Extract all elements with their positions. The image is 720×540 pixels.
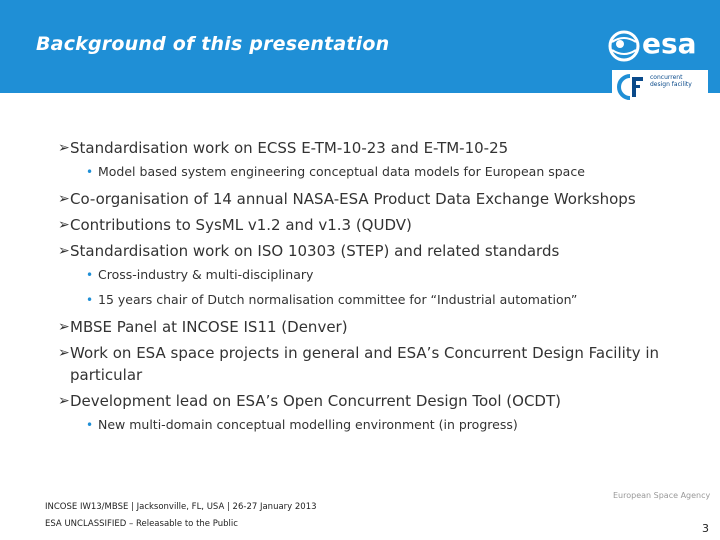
- bullet-item: ➢ Development lead on ESA’s Open Concurrent Design Tool (OCDT): [58, 392, 561, 410]
- bullet-item: ➢ MBSE Panel at INCOSE IS11 (Denver): [58, 318, 348, 336]
- sub-bullet-item: • New multi-domain conceptual modelling environment (in progress): [86, 417, 518, 432]
- dot-bullet-icon: •: [86, 268, 94, 282]
- footer-event: INCOSE IW13/MBSE | Jacksonville, FL, USA | 26-27 January 2013: [45, 502, 317, 512]
- page-number: 3: [702, 522, 709, 535]
- footer-agency-name: European Space Agency: [613, 491, 711, 500]
- bullet-item: ➢ Standardisation work on ISO 10303 (STEP) and related standards: [58, 242, 560, 260]
- arrow-bullet-icon: ➢: [58, 140, 70, 156]
- arrow-bullet-icon: ➢: [58, 243, 70, 259]
- cdf-logo-text: concurrent design facility: [650, 74, 692, 88]
- arrow-bullet-icon: ➢: [58, 393, 70, 409]
- bullet-item: ➢ Standardisation work on ECSS E-TM-10-23 and E-TM-10-25: [58, 139, 509, 157]
- footer-classification: ESA UNCLASSIFIED – Releasable to the Public: [45, 519, 238, 529]
- dot-bullet-icon: •: [86, 293, 94, 307]
- bullet-item: ➢ Contributions to SysML v1.2 and v1.3 (QUDV): [58, 216, 412, 234]
- dot-bullet-icon: •: [86, 165, 94, 179]
- esa-logo-text: esa: [642, 27, 697, 60]
- arrow-bullet-icon: ➢: [58, 319, 70, 335]
- bullet-item: ➢ Co-organisation of 14 annual NASA-ESA Product Data Exchange Workshops: [58, 190, 636, 208]
- arrow-bullet-icon: ➢: [58, 345, 70, 361]
- dot-bullet-icon: •: [86, 418, 94, 432]
- cdf-logo: [612, 70, 708, 104]
- sub-bullet-item: • Cross-industry & multi-disciplinary: [86, 267, 314, 282]
- arrow-bullet-icon: ➢: [58, 191, 70, 207]
- arrow-bullet-icon: ➢: [58, 217, 70, 233]
- slide-title: Background of this presentation: [36, 33, 390, 55]
- bullet-list: [58, 137, 698, 441]
- sub-bullet-item: • 15 years chair of Dutch normalisation committee for “Industrial automation”: [86, 292, 578, 307]
- bullet-item: ➢ Work on ESA space projects in general and ESA’s Concurrent Design Facility in particular: [58, 344, 660, 384]
- cdf-logo-icon: [616, 73, 646, 101]
- sub-bullet-item: • Model based system engineering conceptual data models for European space: [86, 164, 585, 179]
